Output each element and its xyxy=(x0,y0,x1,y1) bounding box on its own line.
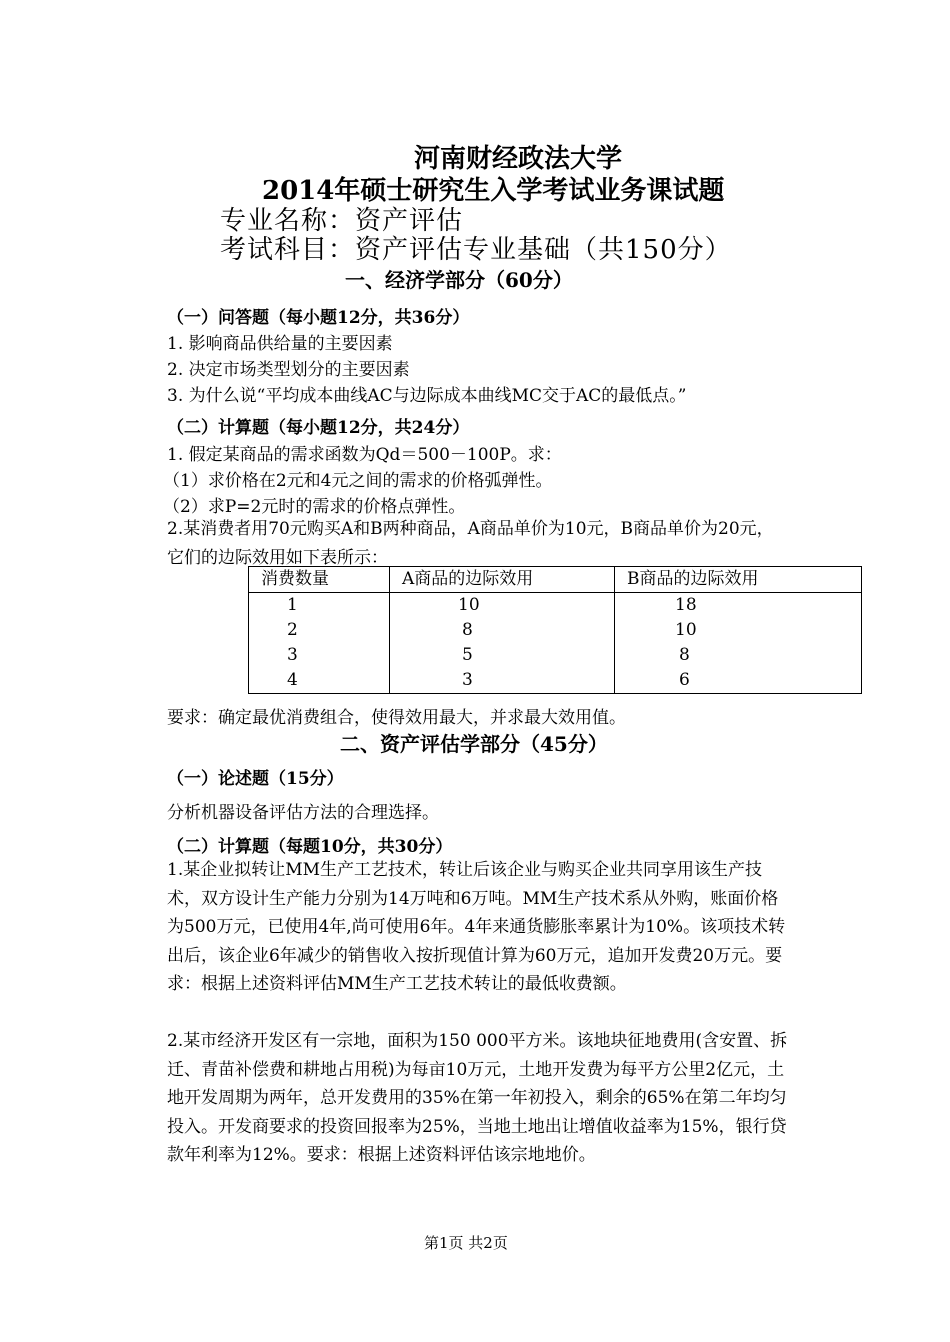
table-cell: 8 xyxy=(615,643,862,668)
table-cell: 3 xyxy=(249,643,390,668)
exam-title: 2014年硕士研究生入学考试业务课试题 xyxy=(262,176,725,206)
marginal-utility-table xyxy=(248,566,862,694)
table-cell: 18 xyxy=(615,593,862,619)
table-header-cell: B商品的边际效用 xyxy=(615,567,862,593)
calc-q1-part1: （1）求价格在2元和4元之间的需求的价格弧弹性。 xyxy=(163,471,553,491)
part1-title: 一、经济学部分（60分） xyxy=(345,268,573,292)
essay-section-title: （一）论述题（15分） xyxy=(167,769,344,789)
table-header-cell: 消费数量 xyxy=(249,567,390,593)
calc2-q1: 1.某企业拟转让MM生产工艺技术，转让后该企业与购买企业共同享用该生产技术，双方设计生产能力分别为14万吨和6万吨。MM生产技术系从外购，账面价格为500万元，已使用4年,尚可使用6年。4年来通货膨胀率累计为10%。该项技术转出后，该企业6年减少的销售收入按折现值计算为60万元，追加开发费20万元。要求：根据上述资料评估MM生产工艺技术转让的最低收费额。 xyxy=(167,860,786,994)
table-cell: 3 xyxy=(390,668,615,694)
table-cell: 10 xyxy=(615,618,862,643)
table-cell: 5 xyxy=(390,643,615,668)
table-cell: 2 xyxy=(249,618,390,643)
qa-item-3: 3. 为什么说“平均成本曲线AC与边际成本曲线MC交于AC的最低点。” xyxy=(167,386,687,406)
calc-q2: 2.某消费者用70元购买A和B两种商品，A商品单价为10元，B商品单价为20元，它们的边际效用如下表所示： xyxy=(167,519,774,568)
table-row xyxy=(249,618,862,643)
table-cell: 8 xyxy=(390,618,615,643)
table-cell: 1 xyxy=(249,593,390,619)
part2-title: 二、资产评估学部分（45分） xyxy=(340,732,608,756)
major-name: 专业名称：资产评估 xyxy=(220,206,464,236)
table-row xyxy=(249,643,862,668)
calc-q1: 1. 假定某商品的需求函数为Qd＝500－100P。求： xyxy=(167,445,562,465)
calc-requirement: 要求：确定最优消费组合，使得效用最大，并求最大效用值。 xyxy=(167,708,626,728)
qa-section-title: （一）问答题（每小题12分，共36分） xyxy=(167,308,470,328)
calc2-section-title: （二）计算题（每题10分，共30分） xyxy=(167,837,453,857)
university-name: 河南财经政法大学 xyxy=(414,144,623,174)
exam-subject: 考试科目：资产评估专业基础（共150分） xyxy=(220,235,732,265)
qa-item-1: 1. 影响商品供给量的主要因素 xyxy=(167,334,393,354)
table-row xyxy=(249,593,862,619)
table-row xyxy=(249,668,862,694)
page-number: 第1页 共2页 xyxy=(424,1234,508,1252)
table-cell: 4 xyxy=(249,668,390,694)
table-cell: 10 xyxy=(390,593,615,619)
calc2-q2: 2.某市经济开发区有一宗地，面积为150 000平方米。该地块征地费用(含安置、拆迁、青苗补偿费和耕地占用税)为每亩10万元，土地开发费为每平方公里2亿元，土地开发周期为两年，总开发费用的35%在第一年初投入，剩余的65%在第二年均匀投入。开发商要求的投资回报率为25%，当地土地出让增值收益率为15%，银行贷款年利率为12%。要求：根据上述资料评估该宗地地价。 xyxy=(167,1031,788,1165)
table-header-cell: A商品的边际效用 xyxy=(390,567,615,593)
table-header-row xyxy=(249,567,862,593)
qa-item-2: 2. 决定市场类型划分的主要因素 xyxy=(167,360,410,380)
calc-q1-part2: （2）求P=2元时的需求的价格点弹性。 xyxy=(163,497,466,517)
calc-section-title: （二）计算题（每小题12分，共24分） xyxy=(167,418,470,438)
table-cell: 6 xyxy=(615,668,862,694)
essay-question: 分析机器设备评估方法的合理选择。 xyxy=(167,803,439,823)
